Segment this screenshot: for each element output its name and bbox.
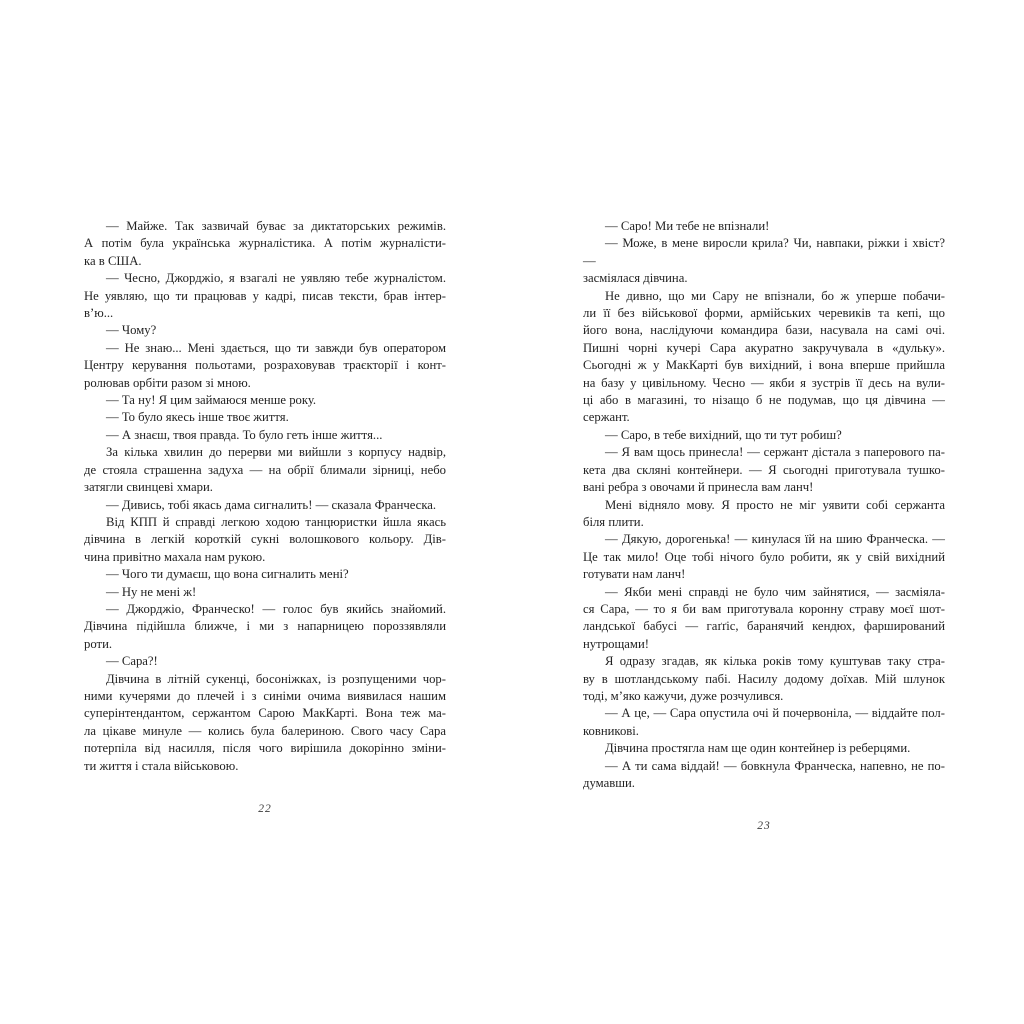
text-line: — Чому? (106, 323, 157, 338)
text-line: — Може, в мене виросли крила? Чи, навпаки, ріжки і хвіст? — (583, 236, 945, 268)
text-line: — Та ну! Я цим займаюся менше року. (106, 393, 317, 408)
text-line: ти життя і стала військовою. (84, 758, 239, 773)
text-line: ландської бабусі — гаґґіс, баранячий кендюх, фарширований (583, 619, 945, 634)
text-line: — Саро, в тебе вихідний, що ти тут робиш? (605, 427, 842, 442)
text-line: Дівчина в літній сукенці, босоніжках, із розпущеними чор- (106, 671, 446, 686)
page-lines (583, 218, 945, 792)
text-line: в’ю... (84, 306, 114, 321)
page-number: 23 (757, 820, 771, 833)
text-line: де стояла страшенна задуха — на обрії блимали зірниці, небо (84, 462, 446, 477)
text-line: ли її без військової форми, армійських черевиків та кепі, що (583, 306, 945, 321)
text-line: — Майже. Так зазвичай буває за диктаторських режимів. (106, 219, 446, 233)
page-lines (84, 218, 446, 775)
text-line: — Дивись, тобі якась дама сигналить! — сказала Франческа. (106, 497, 437, 512)
text-line: чина привітно махала нам рукою. (84, 549, 266, 564)
text-line: — А знаєш, твоя правда. То було геть інше життя... (106, 427, 383, 442)
text-line: ковникові. (583, 723, 639, 738)
text-line: роти. (84, 636, 113, 651)
text-line: ла цікаве минуле — колись була балериною. Свого часу Сара (84, 723, 446, 738)
text-line: Сьогодні ж у МакКарті був вихідний, і вона вперше прийшла (583, 358, 945, 373)
text-line: — Чого ти думаєш, що вона сигналить мені? (106, 567, 349, 582)
text-line: — Не знаю... Мені здається, що ти завжди був оператором (106, 340, 446, 355)
text-line: Дівчина підійшла ближче, і ми з напарницею пороззявляли (84, 619, 446, 634)
text-line: тоді, м’яко кажучи, дуже розчулився. (583, 688, 784, 703)
text-line: Я одразу згадав, як кілька років тому куштував таку стра- (605, 654, 945, 669)
text-line: ці або в магазині, то нізащо б не подумав, що ця дівчина — (583, 393, 945, 408)
page-left (84, 218, 446, 815)
text-line: — Саро! Ми тебе не впізнали! (605, 219, 770, 233)
text-line: ву в шотландському пабі. Насилу додому доїхав. Мій шлунок (583, 671, 945, 686)
text-line: Від КПП й справді легкою ходою танцюристки йшла якась (106, 514, 446, 529)
text-line: вані ребра з овочами й принесла вам ланч! (583, 480, 814, 495)
text-line: засміялася дівчина. (583, 271, 688, 286)
text-line: біля плити. (583, 514, 644, 529)
text-line: на базу у цивільному. Чесно — якби я зустрів її десь на вули- (583, 375, 945, 390)
text-line: Це так мило! Оце тобі нічого було робити, як у свій вихідний (583, 549, 945, 564)
text-line: Не дивно, що ми Сару не впізнали, бо ж уперше побачи- (605, 288, 945, 303)
text-line: — Сара?! (106, 654, 158, 669)
text-line: суперінтендантом, сержантом Сарою МакКарті. Вона теж ма- (84, 706, 446, 721)
text-line: — Ну не мені ж! (106, 584, 197, 599)
text-line: — То було якесь інше твоє життя. (106, 410, 289, 425)
text-line: — Дякую, дорогенька! — кинулася їй на шию Франческа. — (605, 532, 945, 547)
text-line: — А ти сама віддай! — бовкнула Франческа, напевно, не по- (605, 758, 945, 773)
text-line: ся Сара, — то я би вам приготувала коронну страву моєї шот- (583, 601, 945, 616)
text-line: потерпіла від насилля, після чого вирішила докорінно зміни- (84, 741, 446, 756)
text-line: його вона, наслідуючи командира бази, насувала на самі очі. (583, 323, 945, 338)
text-line: думавши. (583, 776, 635, 790)
text-line: — Якби мені справді не було чим зайнятися, — засміяла- (605, 584, 945, 599)
page-right (583, 218, 945, 832)
text-line: затягли свинцеві хмари. (84, 480, 213, 495)
text-line: — Чесно, Джорджіо, я взагалі не уявляю тебе журналістом. (106, 271, 446, 286)
text-line: Мені відняло мову. Я просто не міг уявити собі сержанта (605, 497, 945, 512)
text-line: — А це, — Сара опустила очі й почервоніла, — віддайте пол- (605, 706, 945, 721)
text-line: Дівчина простягла нам ще один контейнер із реберцями. (605, 741, 911, 756)
text-line: — Я вам щось принесла! — сержант дістала з паперового па- (605, 445, 945, 460)
text-line: кета два скляні контейнери. — Я сьогодні приготувала тушко- (583, 462, 945, 477)
page-number: 22 (258, 803, 272, 815)
text-line: За кілька хвилин до перерви ми вийшли з корпусу надвір, (106, 445, 446, 460)
text-line: сержант. (583, 410, 630, 425)
text-line: А потім була українська журналістика. А потім журналісти- (84, 236, 446, 251)
text-line: Пишні чорні кучері Сара акуратно закручувала в «дульку». (583, 340, 945, 355)
text-line: дівчина в легкій короткій сукні волошкового кольору. Дів- (84, 532, 446, 547)
text-line: ними кучерями до плечей і з синіми очима виявилася нашим (84, 688, 446, 703)
text-line: ка в США. (84, 253, 142, 268)
text-line: — Джорджіо, Франческо! — голос був якийсь знайомий. (106, 601, 446, 616)
text-line: готувати нам ланч! (583, 567, 686, 582)
text-line: Не уявляю, що ти працював у кадрі, писав тексти, брав інтер- (84, 288, 446, 303)
text-line: ролював орбіти разом зі мною. (84, 375, 251, 390)
text-line: нутрощами! (583, 636, 649, 651)
text-line: Центру керування польотами, розраховував траєкторії і конт- (84, 358, 446, 373)
